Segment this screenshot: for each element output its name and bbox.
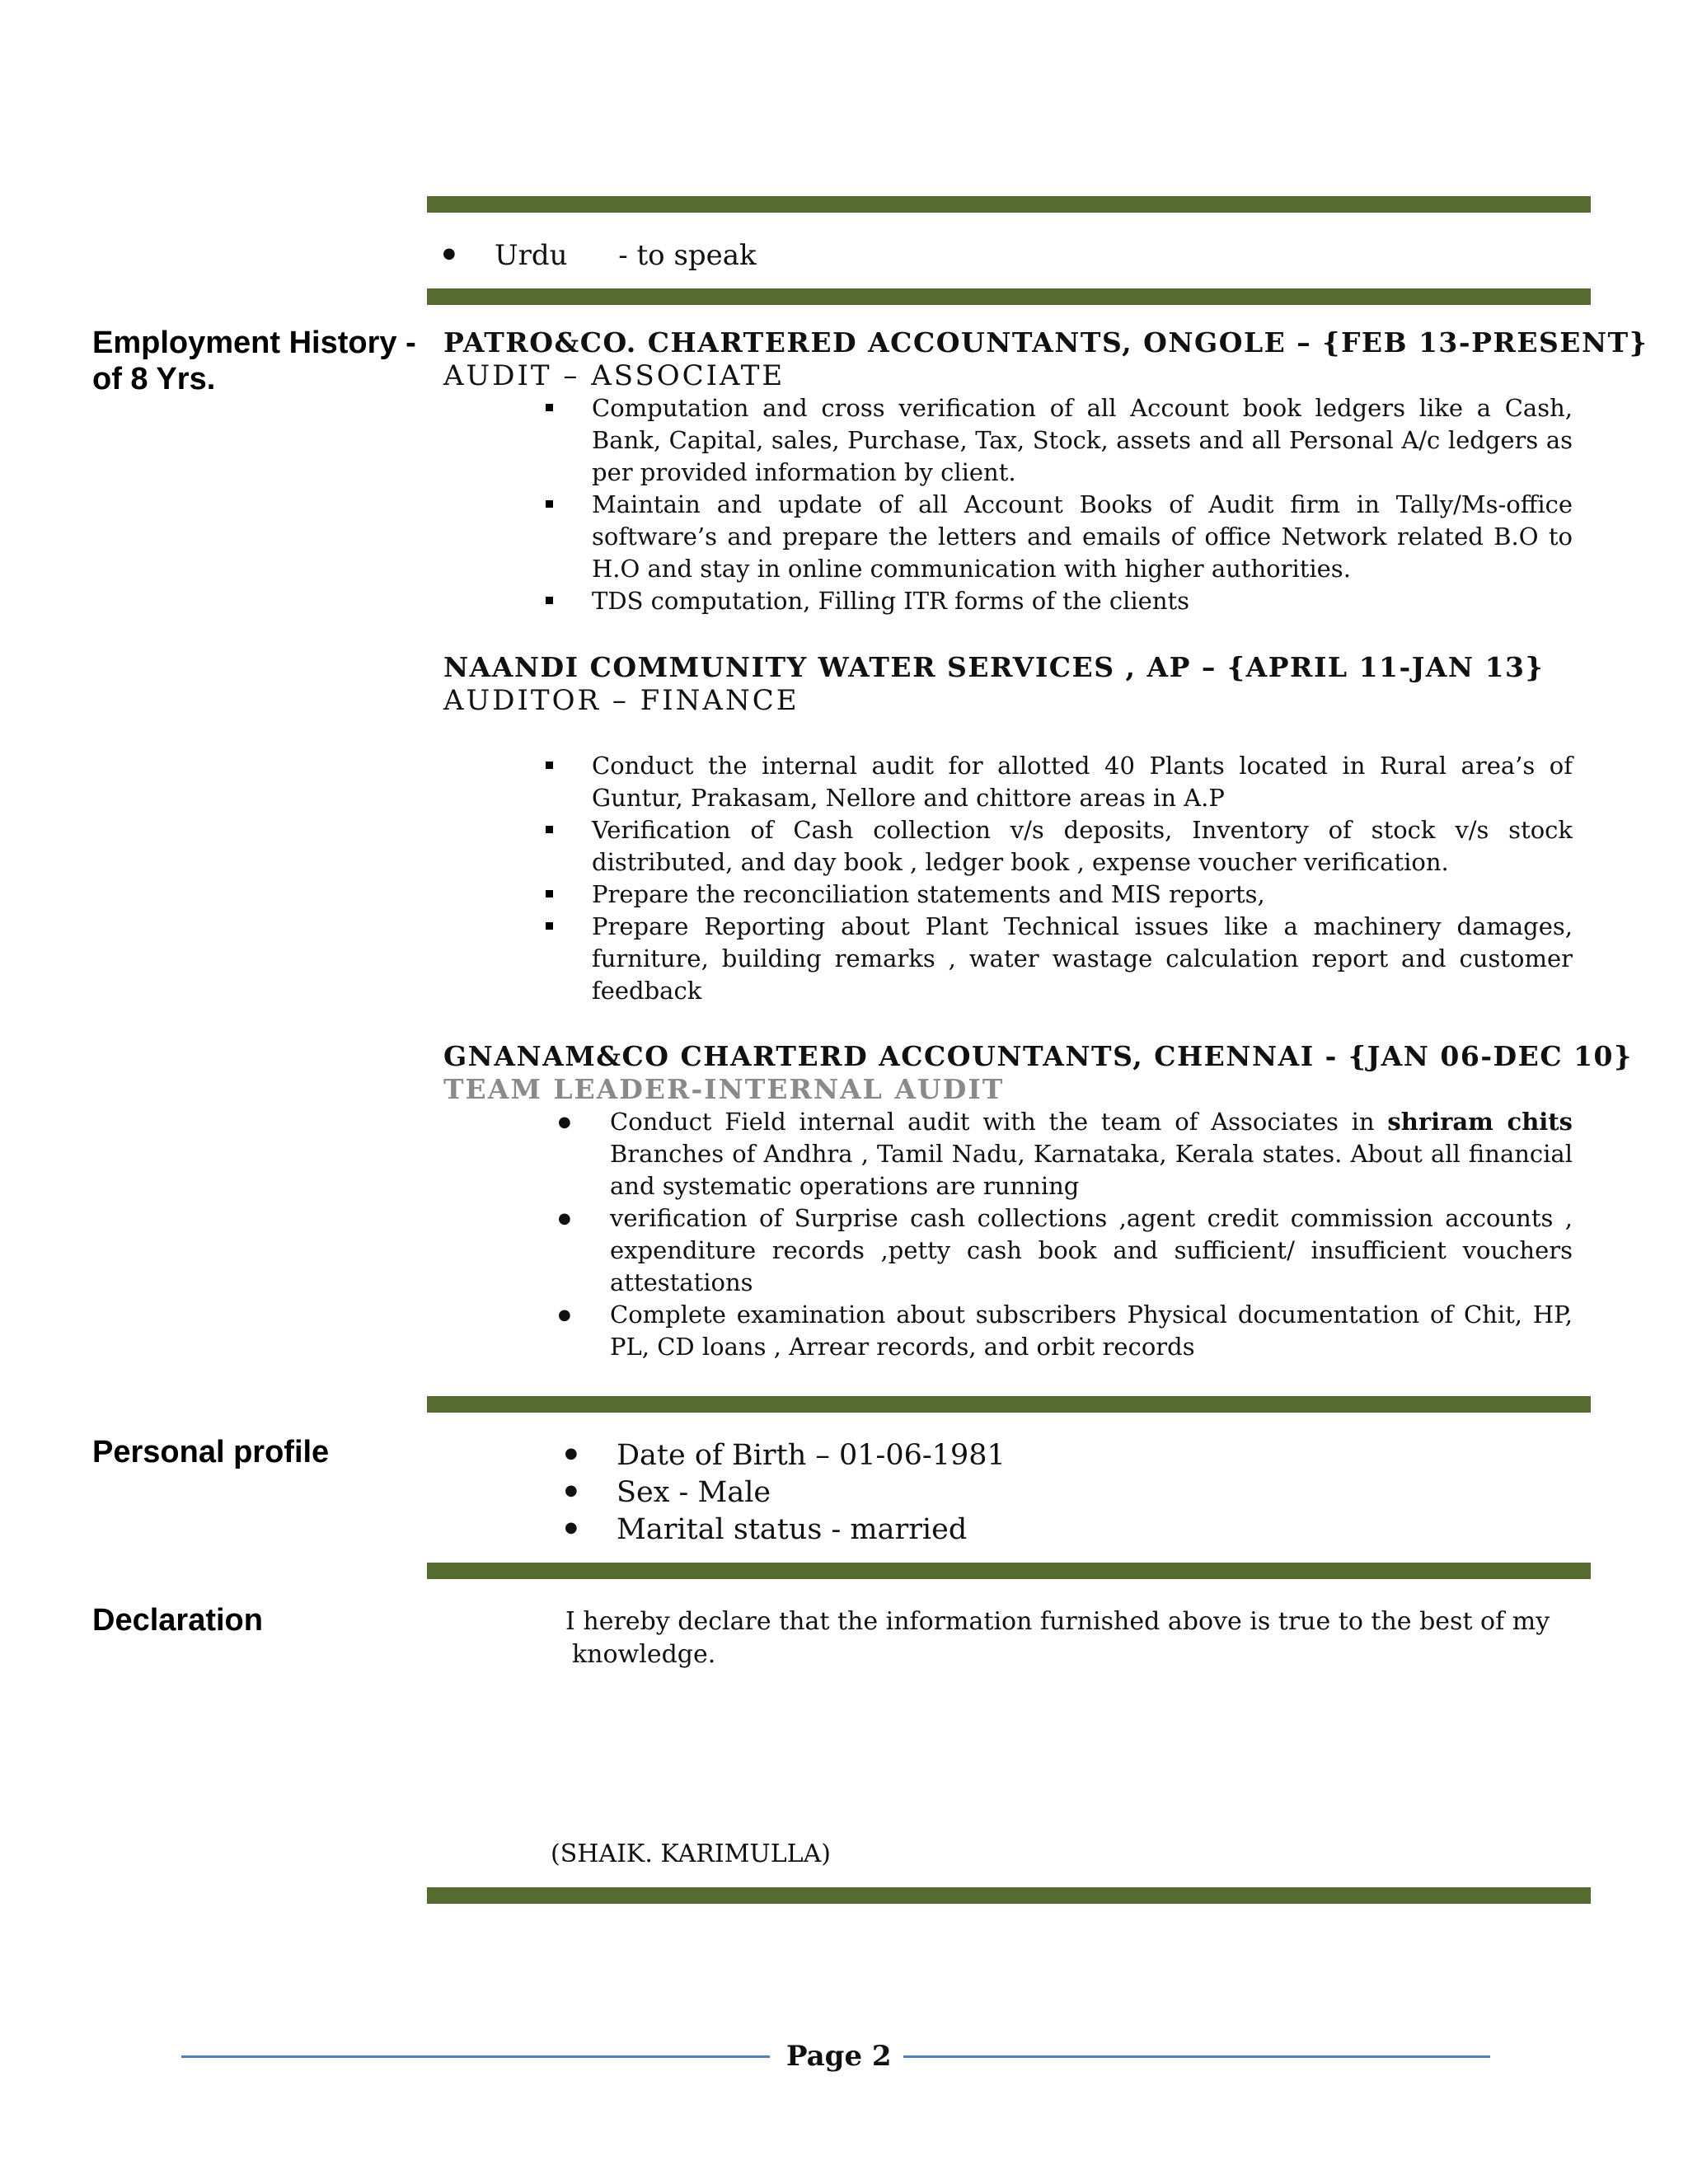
duty-item: Computation and cross verification of all Account book ledgers like a Cash, Bank, Capital, sales, Purchase, Tax, Stock, assets and all Personal A/c ledgers as per provided information by client. xyxy=(592,392,1573,489)
job-duties xyxy=(610,1106,1573,1363)
job-role: AUDIT – ASSOCIATE xyxy=(443,359,785,392)
declaration-text: I hereby declare that the information furnished above is true to the best of my xyxy=(565,1607,1550,1636)
divider-bar xyxy=(427,288,1591,305)
divider-bar xyxy=(427,1887,1591,1904)
duty-item: ● verification of Surprise cash collections ,agent credit commission accounts , expenditure records ,petty cash book and sufficient/ insufficient vouchers attestations xyxy=(610,1202,1573,1299)
divider-bar xyxy=(427,1396,1591,1413)
duty-item: Conduct the internal audit for allotted 40 Plants located in Rural area’s of Guntur, Prakasam, Nellore and chittore areas in A.P xyxy=(592,750,1573,814)
declaration-text: knowledge. xyxy=(572,1640,716,1669)
personal-item: ● Date of Birth – 01-06-1981 xyxy=(617,1437,1358,1474)
footer-rule-right xyxy=(903,2055,1490,2058)
duty-item: Prepare the reconciliation statements and MIS reports, xyxy=(592,879,1573,911)
divider-bar xyxy=(427,196,1591,213)
divider-bar xyxy=(427,1563,1591,1579)
signature-name: (SHAIK. KARIMULLA) xyxy=(551,1840,831,1868)
job-role: AUDITOR – FINANCE xyxy=(443,684,799,717)
duty-item: Maintain and update of all Account Books of Audit firm in Tally/Ms-office software’s and prepare the letters and emails of office Network related B.O to H.O and stay in online communication with higher authorities. xyxy=(592,489,1573,585)
personal-item: ● Sex - Male xyxy=(617,1474,1358,1511)
personal-list xyxy=(617,1437,1358,1549)
footer-rule-left xyxy=(181,2055,770,2058)
personal-section-label: Personal profile xyxy=(92,1435,330,1469)
duty-item: Verification of Cash collection v/s deposits, Inventory of stock v/s stock distributed, and day book , ledger book , expense voucher verification. xyxy=(592,814,1573,879)
job-duties xyxy=(592,750,1573,1007)
duty-item: ● Conduct Field internal audit with the team of Associates in shriram chits Branches of Andhra , Tamil Nadu, Karnataka, Kerala states. About all financial and systematic operations are running xyxy=(610,1106,1573,1202)
duty-item: ● Complete examination about subscribers Physical documentation of Chit, HP, PL, CD loans , Arrear records, and orbit records xyxy=(610,1299,1573,1363)
job-duties xyxy=(592,392,1573,617)
language-detail: - to speak xyxy=(618,239,757,272)
client-name: shriram chits xyxy=(1387,1108,1573,1136)
language-item xyxy=(495,237,989,274)
language-list xyxy=(495,237,989,274)
job-company: NAANDI COMMUNITY WATER SERVICES , AP – {APRIL 11-JAN 13} xyxy=(443,651,1545,683)
job-company: PATRO&CO. CHARTERED ACCOUNTANTS, ONGOLE – {FEB 13-PRESENT} xyxy=(443,326,1648,359)
page-number: Page 2 xyxy=(786,2040,892,2073)
declaration-section-label: Declaration xyxy=(92,1603,263,1638)
duty-item: Prepare Reporting about Plant Technical issues like a machinery damages, furniture, building remarks , water wastage calculation report and customer feedback xyxy=(592,911,1573,1007)
duty-item: TDS computation, Filling ITR forms of the clients xyxy=(592,585,1573,617)
language-name: Urdu xyxy=(495,239,568,272)
personal-item: ● Marital status - married xyxy=(617,1511,1358,1549)
job-role: TEAM LEADER-INTERNAL AUDIT xyxy=(443,1073,1005,1105)
job-company: GNANAM&CO CHARTERD ACCOUNTANTS, CHENNAI - {JAN 06-DEC 10} xyxy=(443,1040,1633,1072)
employment-section-label: Employment History - of 8 Yrs. xyxy=(92,326,416,396)
